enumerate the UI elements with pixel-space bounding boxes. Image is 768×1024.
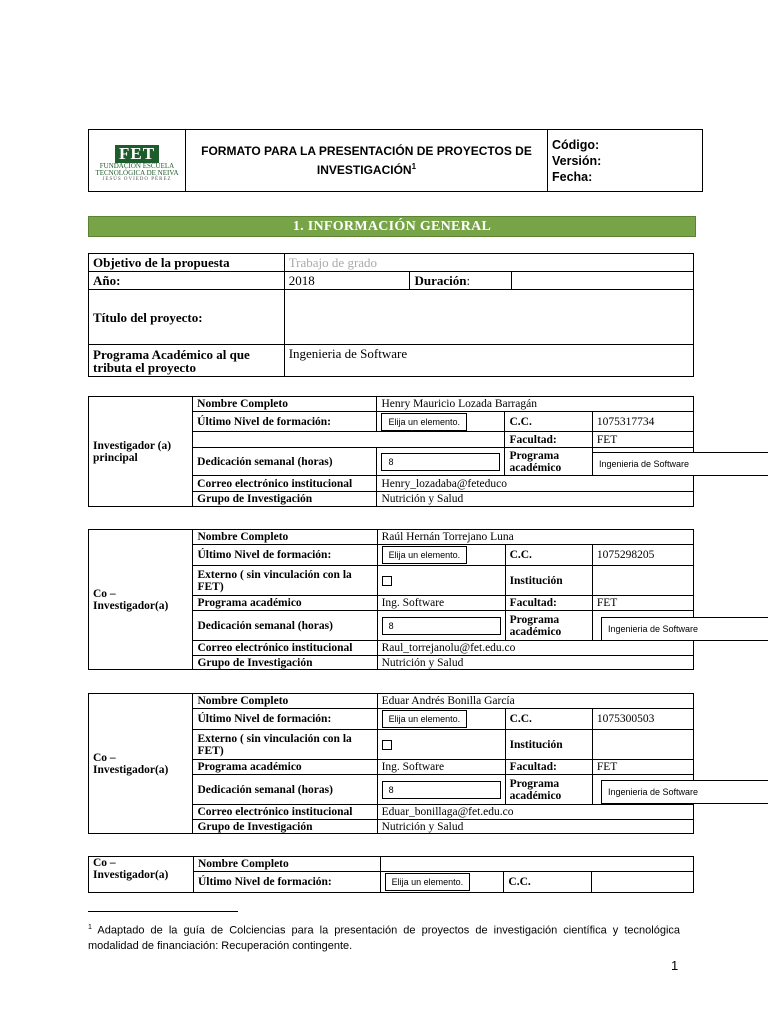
cc-field[interactable]: 1075300503 — [592, 709, 693, 730]
institucion-field[interactable] — [592, 566, 693, 596]
codigo-label: Código: — [552, 137, 600, 152]
correo-field[interactable]: Eduar_bonillaga@fet.edu.co — [377, 805, 693, 820]
investigador-principal-table: Investigador (a) principal Nombre Completo Henry Mauricio Lozada Barragán Último Nivel de formación: Elija un elemento. C.C. 1075317734 Facultad: FET Dedicación semanal (horas) 8 Programa académico Correo electrónico institucional Henry_lozadaba@feteduco Grupo de Investigación Nutrición y Salud — [88, 396, 694, 507]
facultad-field[interactable]: FET — [592, 432, 693, 448]
nombre-field[interactable] — [380, 857, 693, 872]
co-investigador-table-2: Co – Investigador(a) Nombre Completo Eduar Andrés Bonilla García Último Nivel de formación: Elija un elemento. C.C. 1075300503 Externo ( sin vinculación con la FET) Institución Programa académico Ing. Software Facultad: FET Dedicación semanal (horas) 8 Programa académico Correo electrónico institucional Eduar_bonillaga@fet.edu.co Grupo de Investigación Nutrición y Salud — [88, 693, 694, 834]
role-label: Co – Investigador(a) — [89, 530, 193, 670]
institucion-field[interactable] — [592, 730, 693, 760]
cc-field[interactable] — [592, 872, 694, 893]
grupo-field[interactable]: Nutrición y Salud — [377, 492, 694, 507]
co-investigador-table-3: Co – Investigador(a) Nombre Completo Último Nivel de formación: Elija un elemento. C.C. — [88, 856, 694, 893]
programa-dropdown[interactable]: Ingenieria de Software — [601, 780, 768, 804]
logo: FET FUNDACIÓN ESCUELA TECNOLÓGICA DE NEIVA JESÚS OVIEDO PÉREZ — [89, 130, 186, 192]
section-title: 1. INFORMACIÓN GENERAL — [88, 216, 696, 237]
facultad-field[interactable]: FET — [592, 760, 693, 775]
horas-field[interactable]: 8 — [377, 448, 505, 476]
nivel-dropdown[interactable]: Elija un elemento. — [377, 412, 505, 432]
page-number: 1 — [671, 958, 679, 973]
nivel-dropdown[interactable]: Elija un elemento. — [377, 709, 505, 730]
objetivo-label: Objetivo de la propuesta — [89, 254, 285, 272]
cc-field[interactable]: 1075298205 — [592, 545, 693, 566]
document-title: FORMATO PARA LA PRESENTACIÓN DE PROYECTOS DE INVESTIGACIÓN$^1$ — [186, 130, 548, 192]
fet-logo-mark: FET — [115, 145, 159, 163]
titulo-label: Título del proyecto: — [89, 290, 285, 345]
checkbox-icon[interactable] — [382, 740, 392, 750]
nombre-field[interactable]: Raúl Hernán Torrejano Luna — [377, 530, 693, 545]
nombre-field[interactable]: Eduar Andrés Bonilla García — [377, 694, 693, 709]
anio-label: Año: — [89, 272, 285, 290]
role-label: Investigador (a) principal — [89, 397, 193, 507]
nivel-dropdown[interactable]: Elija un elemento. — [377, 545, 505, 566]
fecha-label: Fecha: — [552, 169, 593, 184]
grupo-field[interactable]: Nutrición y Salud — [377, 656, 693, 670]
checkbox-icon[interactable] — [382, 576, 392, 586]
programa-label: Programa Académico al que tributa el proyecto — [89, 345, 285, 377]
objetivo-field[interactable]: Trabajo de grado — [284, 254, 693, 272]
correo-field[interactable]: Henry_lozadaba@feteduco — [377, 476, 694, 492]
duracion-label: Duración: — [410, 272, 512, 290]
anio-field[interactable]: 2018 — [284, 272, 410, 290]
programa-field[interactable]: Ingenieria de Software — [284, 345, 693, 377]
programa-row-field[interactable]: Ing. Software — [377, 596, 505, 611]
nombre-field[interactable]: Henry Mauricio Lozada Barragán — [377, 397, 694, 412]
horas-field[interactable]: 8 — [377, 611, 505, 641]
facultad-field[interactable]: FET — [592, 596, 693, 611]
duracion-field[interactable] — [512, 272, 694, 290]
externo-checkbox[interactable] — [377, 730, 505, 760]
correo-field[interactable]: Raul_torrejanolu@fet.edu.co — [377, 641, 693, 656]
nivel-dropdown[interactable]: Elija un elemento. — [380, 872, 504, 893]
programa-dropdown[interactable]: Ingenieria de Software — [592, 452, 768, 476]
externo-checkbox[interactable] — [377, 566, 505, 596]
role-label: Co – Investigador(a) — [89, 857, 194, 893]
role-label: Co – Investigador(a) — [89, 694, 193, 834]
footnote-divider — [88, 911, 238, 912]
co-investigador-table-1: Co – Investigador(a) Nombre Completo Raúl Hernán Torrejano Luna Último Nivel de formación: Elija un elemento. C.C. 1075298205 Externo ( sin vinculación con la FET) Institución Programa académico Ing. Software Facultad: FET Dedicación semanal (horas) 8 Programa académico Correo electrónico institucional Raul_torrejanolu@fet.edu.co Grupo de Investigación Nutrición y Salud — [88, 529, 694, 670]
document-meta — [548, 130, 703, 192]
programa-dropdown[interactable]: Ingenieria de Software — [601, 617, 768, 641]
grupo-field[interactable]: Nutrición y Salud — [377, 820, 693, 834]
titulo-field[interactable] — [284, 290, 693, 345]
footnote: $^1$ Adaptado de la guía de Colciencias para la presentación de proyectos de investigación científica y tecnológica modalidad de financiación: Recuperación contingente. — [88, 924, 680, 952]
version-label: Versión: — [552, 153, 602, 168]
horas-field[interactable]: 8 — [377, 775, 505, 805]
document-header — [88, 129, 703, 192]
programa-row-field[interactable]: Ing. Software — [377, 760, 505, 775]
general-info-table — [88, 253, 694, 377]
cc-field[interactable]: 1075317734 — [592, 412, 693, 432]
